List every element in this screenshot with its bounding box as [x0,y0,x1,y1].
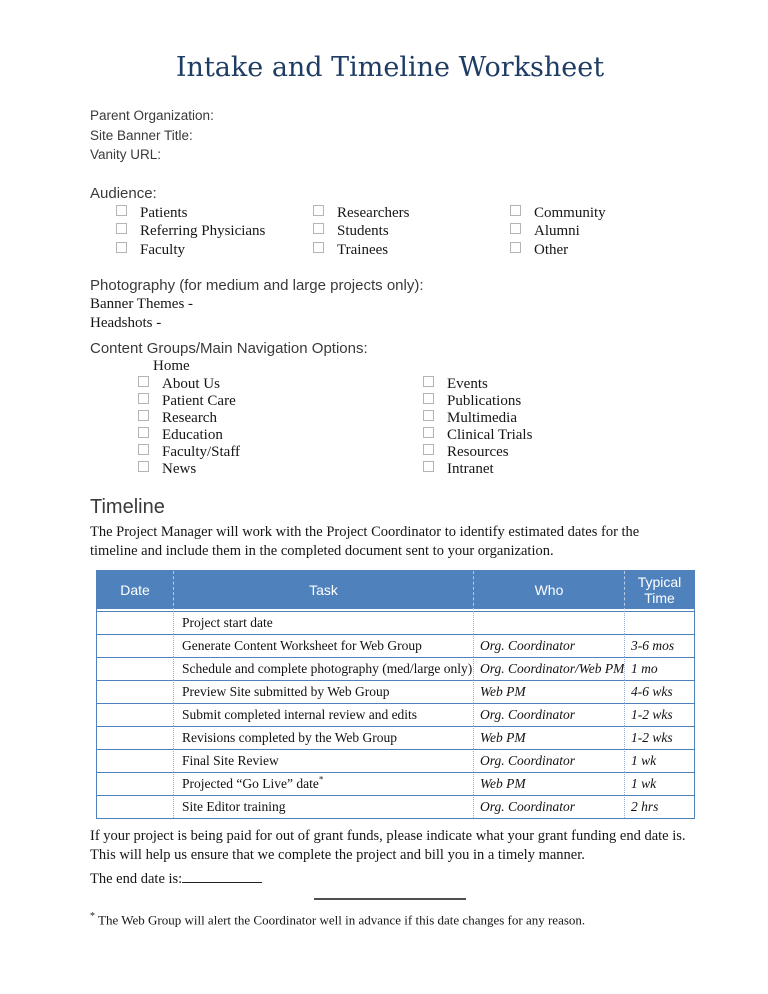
table-row [97,795,694,818]
audience-checklist [116,204,690,260]
checkbox-label: Community [534,204,606,221]
table-row [97,611,694,634]
footnote-text: The Web Group will alert the Coordinator well in advance if this date changes for any reason. [98,912,586,928]
checkbox-item [116,204,313,223]
checkbox-icon [510,242,521,253]
checkbox-icon [138,444,149,455]
footnote-marker: * [90,910,95,922]
checkbox-icon [313,205,324,216]
checkbox-icon [116,205,127,216]
checkbox-icon [313,242,324,253]
checkbox-label: Publications [447,392,522,409]
checkbox-label: Referring Physicians [140,223,266,240]
footnote-marker: * [318,774,324,785]
who-cell: Web PM [473,680,624,703]
content-group-row [138,393,690,410]
checkbox-label: Patients [140,204,188,221]
checkbox-icon [423,376,434,387]
time-cell: 1 mo [624,657,694,680]
photography-label: Photography (for medium and large projects only): [90,277,424,295]
checkbox-label: Clinical Trials [447,426,533,443]
checkbox-label: Faculty [140,241,185,258]
audience-row [116,222,690,241]
time-cell [624,611,694,634]
audience-row [116,241,690,260]
content-group-row [138,410,690,427]
checkbox-label: Alumni [534,223,580,240]
checkbox-label: Patient Care [162,392,236,409]
checkbox-label: Other [534,241,569,258]
checkbox-item [138,427,423,444]
task-cell: Site Editor training [173,795,473,818]
checkbox-label: Intranet [447,460,494,477]
checkbox-item [116,241,313,260]
task-cell: Revisions completed by the Web Group [173,726,473,749]
time-cell: 1-2 wks [624,703,694,726]
checkbox-icon [138,461,149,472]
headshots-line: Headshots - [90,314,162,331]
who-cell: Org. Coordinator [473,749,624,772]
checkbox-icon [423,427,434,438]
time-cell: 4-6 wks [624,680,694,703]
date-cell [97,772,173,795]
content-group-row [138,461,690,478]
checkbox-icon [510,223,521,234]
checkbox-item [313,222,510,241]
page-title: Intake and Timeline Worksheet [175,52,605,83]
footnote [90,908,690,928]
end-date-line [90,869,690,889]
field-site-banner-title: Site Banner Title: [90,127,193,143]
who-cell [473,611,624,634]
checkbox-icon [138,393,149,404]
audience-label: Audience: [90,184,157,202]
time-cell: 2 hrs [624,795,694,818]
checkbox-item [423,376,708,393]
end-date-blank [182,869,262,883]
time-cell: 3-6 mos [624,634,694,657]
who-cell: Org. Coordinator/Web PM [473,657,624,680]
checkbox-label: News [162,460,197,477]
checkbox-label: Trainees [337,241,389,258]
timeline-heading: Timeline [90,495,165,518]
checkbox-icon [116,242,127,253]
time-cell: 1 wk [624,749,694,772]
header-who: Who [473,571,624,611]
table-row [97,749,694,772]
date-cell [97,680,173,703]
checkbox-item [423,444,708,461]
checkbox-item [423,410,708,427]
task-cell: Preview Site submitted by Web Group [173,680,473,703]
checkbox-item [510,222,707,241]
checkbox-label: Education [162,426,223,443]
time-cell: 1 wk [624,772,694,795]
checkbox-item [313,204,510,223]
timeline-intro: The Project Manager will work with the Project Coordinator to identify estimated dates for the timeline and include them in the completed document sent to your organization. [90,523,640,559]
task-cell: Generate Content Worksheet for Web Group [173,634,473,657]
task-cell: Project start date [173,611,473,634]
checkbox-icon [423,393,434,404]
content-group-row [138,376,690,393]
who-cell: Web PM [473,772,624,795]
checkbox-icon [313,223,324,234]
checkbox-icon [138,427,149,438]
date-cell [97,657,173,680]
time-cell: 1-2 wks [624,726,694,749]
checkbox-item [138,410,423,427]
checkbox-icon [510,205,521,216]
table-row [97,680,694,703]
checkbox-icon [423,410,434,421]
who-cell: Web PM [473,726,624,749]
checkbox-icon [116,223,127,234]
task-cell: Submit completed internal review and edits [173,703,473,726]
checkbox-item [116,222,313,241]
checkbox-icon [138,410,149,421]
checkbox-item [423,393,708,410]
checkbox-label: Multimedia [447,409,517,426]
checkbox-label: Events [447,375,488,392]
checkbox-item [510,204,707,223]
table-row [97,772,694,795]
date-cell [97,726,173,749]
task-cell: Schedule and complete photography (med/large only) [173,657,473,680]
field-parent-organization: Parent Organization: [90,108,214,123]
field-vanity-url: Vanity URL: [90,147,162,162]
grant-paragraph: If your project is being paid for out of grant funds, please indicate what your grant funding end date is. This will help us ensure that we complete the project and bill you in a timely manner. [90,827,686,863]
table-row [97,726,694,749]
date-cell [97,749,173,772]
task-cell: Final Site Review [173,749,473,772]
intake-fields [90,106,690,165]
photography-lines [90,295,690,332]
checkbox-icon [423,444,434,455]
table-row [97,703,694,726]
end-date-label: The end date is: [90,870,183,887]
banner-themes-line: Banner Themes - [90,296,194,313]
checkbox-label: Resources [447,443,509,460]
header-typical-time: Typical Time [624,571,694,611]
checkbox-label: Students [337,223,389,240]
checkbox-label: Researchers [337,204,410,221]
date-cell [97,611,173,634]
content-groups-checklist [138,376,690,478]
audience-row [116,204,690,223]
checkbox-item [138,444,423,461]
checkbox-item [510,241,707,260]
checkbox-label: About Us [162,375,220,392]
checkbox-icon [138,376,149,387]
who-cell: Org. Coordinator [473,634,624,657]
footnote-rule [314,898,466,900]
who-cell: Org. Coordinator [473,703,624,726]
checkbox-label: Research [162,409,217,426]
table-row [97,634,694,657]
header-date: Date [97,571,173,611]
checkbox-item [423,461,708,478]
date-cell [97,634,173,657]
checkbox-item [423,427,708,444]
timeline-table [96,570,695,819]
content-group-row [138,444,690,461]
table-header-row [97,571,694,611]
checkbox-label: Faculty/Staff [162,443,241,460]
content-groups-label: Content Groups/Main Navigation Options: [90,340,368,358]
who-cell: Org. Coordinator [473,795,624,818]
header-task: Task [173,571,473,611]
date-cell [97,703,173,726]
checkbox-item [313,241,510,260]
date-cell [97,795,173,818]
task-cell [173,772,473,795]
content-group-home: Home [153,358,190,375]
checkbox-icon [423,461,434,472]
checkbox-item [138,393,423,410]
checkbox-item [138,376,423,393]
task-label: Projected “Go Live” date [182,775,319,791]
table-row [97,657,694,680]
content-group-row [138,427,690,444]
checkbox-item [138,461,423,478]
